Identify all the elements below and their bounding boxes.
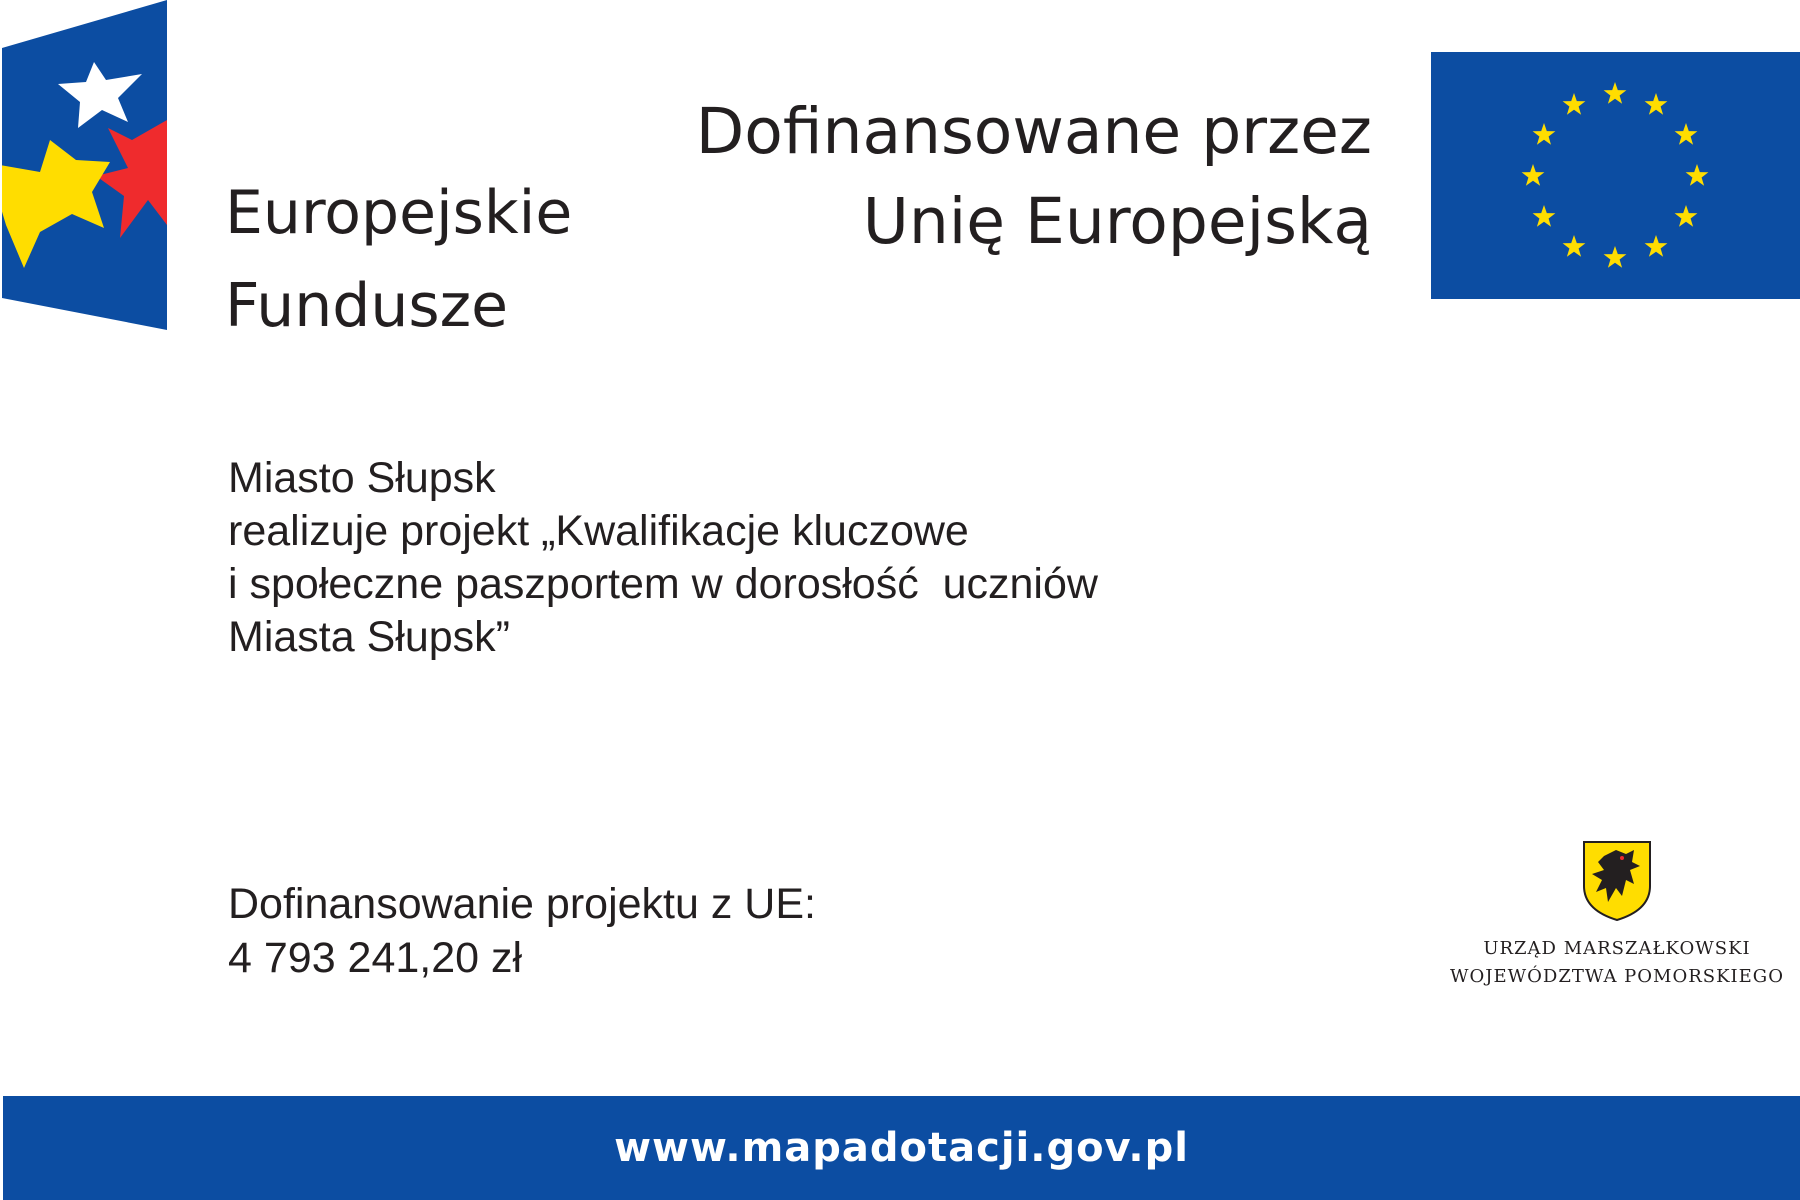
funding-label: Dofinansowanie projektu z UE:: [228, 880, 816, 928]
project-line: realizuje projekt „Kwalifikacje kluczowe: [228, 507, 969, 555]
project-line: Miasto Słupsk: [228, 454, 496, 502]
funding-info: [228, 877, 816, 985]
european-funds-logo-icon: [0, 0, 172, 330]
eu-cofinanced-line1: Dofinansowane przez: [695, 95, 1372, 168]
pomeranian-griffin-emblem-icon: [1582, 840, 1652, 922]
footer-url-link[interactable]: www.mapadotacji.gov.pl: [614, 1125, 1189, 1171]
regional-office-line1: URZĄD MARSZAŁKOWSKI: [1483, 938, 1751, 959]
footer-bar: [3, 1096, 1800, 1200]
european-funds-title-line2: Fundusze: [225, 271, 509, 341]
funding-amount: 4 793 241,20 zł: [228, 934, 523, 982]
project-line: Miasta Słupsk”: [228, 613, 510, 661]
project-line: i społeczne paszportem w dorosłość uczniów: [228, 560, 1098, 608]
eu-cofinanced-line2: Unię Europejską: [862, 185, 1372, 258]
european-funds-title-line1: Europejskie: [225, 178, 573, 248]
regional-office-line2: WOJEWÓDZTWA POMORSKIEGO: [1450, 966, 1784, 987]
eu-flag-icon: [1431, 52, 1800, 299]
project-description: [228, 452, 1098, 664]
